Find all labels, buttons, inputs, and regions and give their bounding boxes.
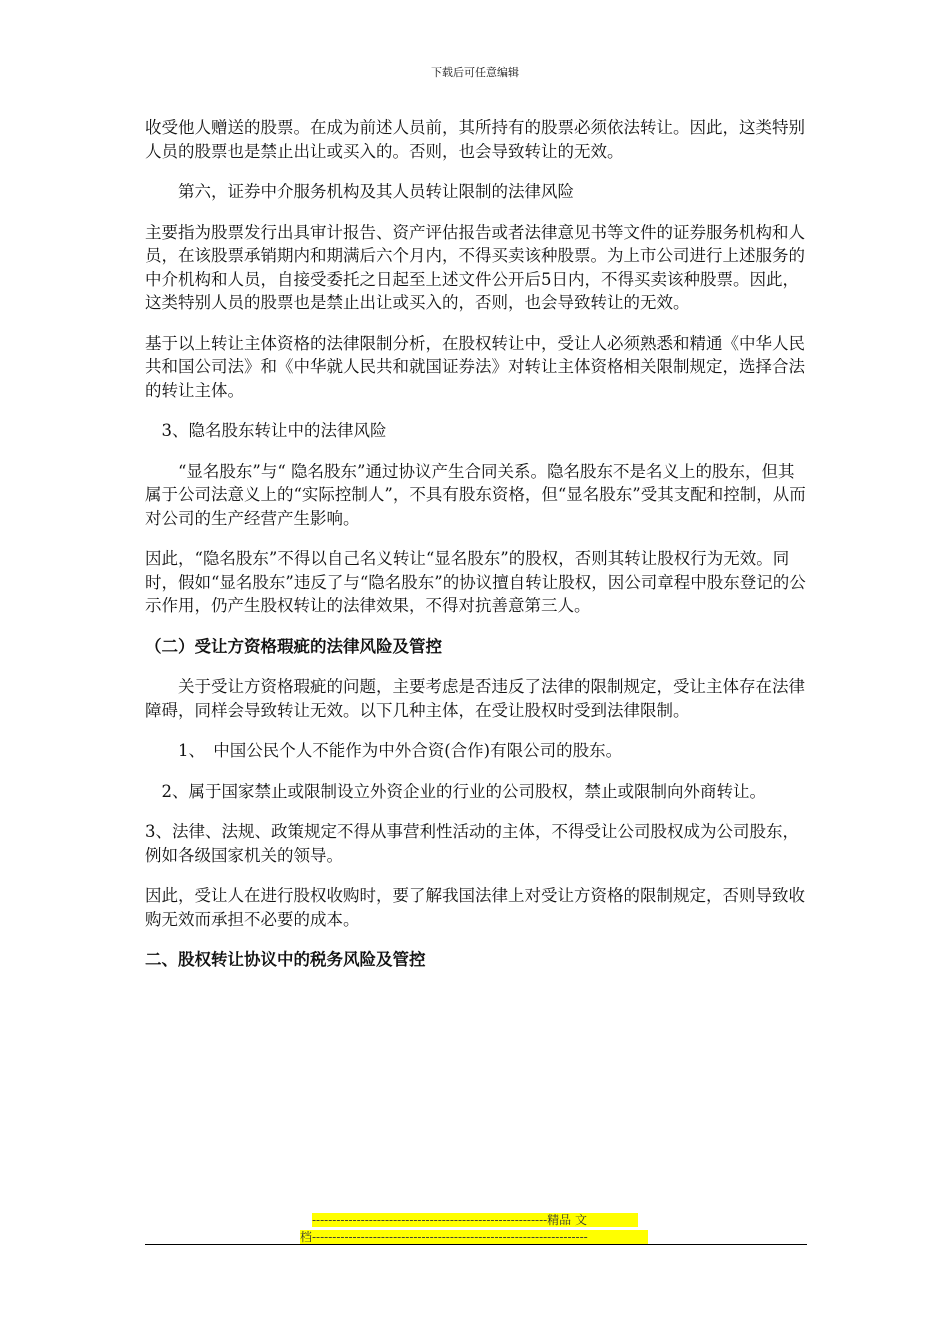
- section-heading-transferee: （二）受让方资格瑕疵的法律风险及管控: [145, 636, 442, 656]
- footer-banner-line2: 档--------------------------------------------------------------------: [300, 1230, 648, 1244]
- paragraph-intermediary-detail: 主要指为股票发行出具审计报告、资产评估报告或者法律意见书等文件的证券服务机构和人员，在该股票承销期内和期满后六个月内，不得买卖该种股票。为上市公司进行上述服务的中介机构和人员，自接受委托之日起至上述文件公开后5日内，不得买卖该种股票。因此，这类特别人员的股票也是禁止出让或买入的，否则，也会导致转让的无效。: [145, 222, 805, 312]
- paragraph-sixth-intermediary: 第六，证券中介服务机构及其人员转让限制的法律风险: [145, 182, 574, 201]
- paragraph-hidden-shareholder-effect: 因此，“隐名股东”不得以自己名义转让“显名股东”的股权，否则其转让股权行为无效。同时，假如“显名股东”违反了与“隐名股东”的协议擅自转让股权，因公司章程中股东登记的公示作用，仍产生股权转让的法律效果，不得对抗善意第三人。: [145, 549, 806, 615]
- footer-banner: [300, 1213, 650, 1247]
- footer-banner-line1: ----------------------------------------------------------精品 文: [312, 1213, 638, 1227]
- list-item-3: 3、法律、法规、政策规定不得从事营利性活动的主体，不得受让公司股权成为公司股东，例如各级国家机关的领导。: [145, 822, 799, 865]
- section-heading-tax-risk: 二、股权转让协议中的税务风险及管控: [145, 950, 426, 969]
- list-item-1: 1、 中国公民个人不能作为中外合资(合作)有限公司的股东。: [145, 741, 623, 760]
- paragraph-summary-subject: 基于以上转让主体资格的法律限制分析，在股权转让中，受让人必须熟悉和精通《中华人民共和国公司法》和《中华就人民共和就国证券法》对转让主体资格相关限制规定，选择合法的转让主体。: [145, 333, 805, 400]
- document-body: [145, 116, 807, 989]
- paragraph-transferee-conclusion: 因此，受让人在进行股权收购时，要了解我国法律上对受让方资格的限制规定，否则导致收购无效而承担不必要的成本。: [145, 886, 805, 929]
- paragraph-hidden-shareholder-relation: “显名股东”与“ 隐名股东”通过协议产生合同关系。隐名股东不是名义上的股东，但其属于公司法意义上的“实际控制人”，不具有股东资格，但“显名股东”受其支配和控制，从而对公司的生产经营产生影响。: [145, 461, 806, 528]
- paragraph-transferee-intro: 关于受让方资格瑕疵的问题，主要考虑是否违反了法律的限制规定，受让主体存在法律障碍，同样会导致转让无效。以下几种主体，在受让股权时受到法律限制。: [145, 677, 805, 720]
- page-header: 下载后可任意编辑: [431, 66, 519, 79]
- paragraph-gift-shares: 收受他人赠送的股票。在成为前述人员前，其所持有的股票必须依法转让。因此，这类特别人员的股票也是禁止出让或买入的。否则，也会导致转让的无效。: [145, 118, 805, 161]
- paragraph-hidden-shareholder-heading: 3、隐名股东转让中的法律风险: [145, 421, 387, 440]
- footer-divider: [145, 1244, 807, 1245]
- list-item-2: 2、属于国家禁止或限制设立外资企业的行业的公司股权，禁止或限制向外商转让。: [145, 781, 766, 801]
